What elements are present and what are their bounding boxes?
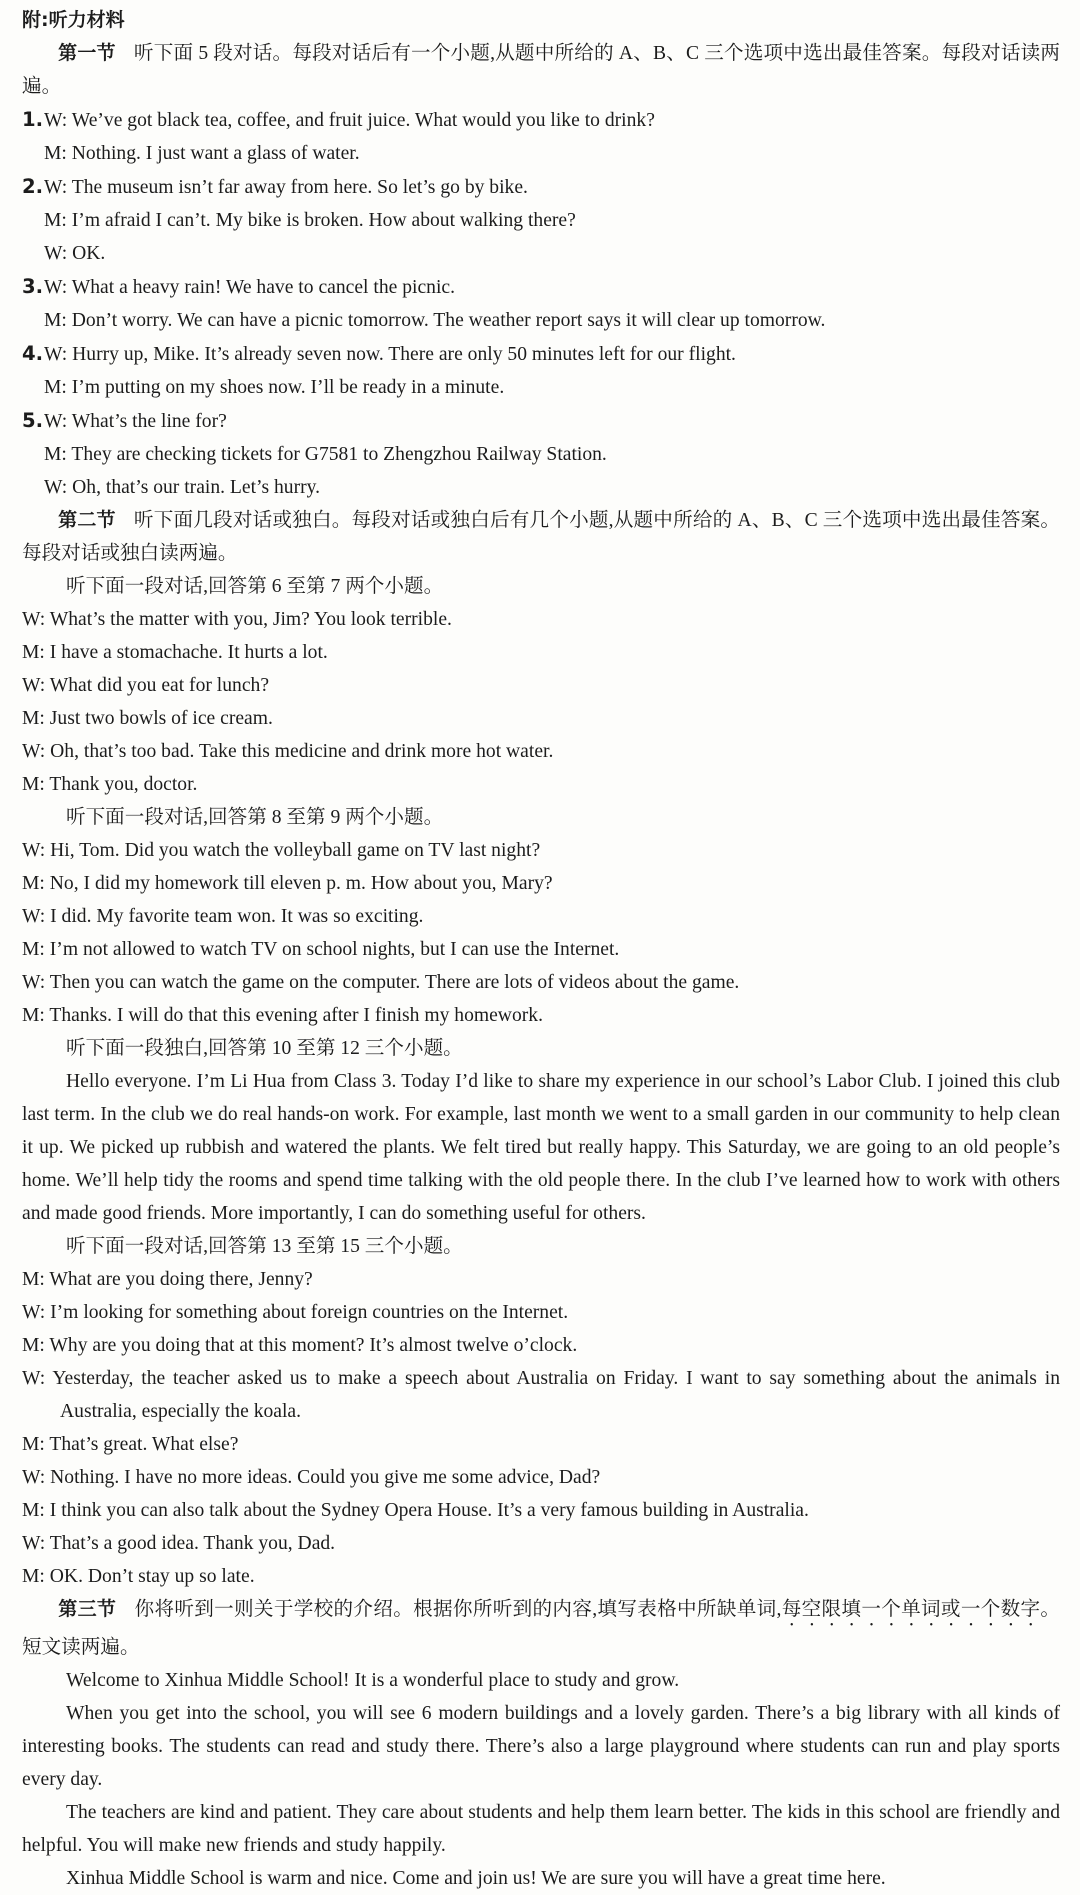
utterance: What’s the matter with you, Jim? You look terrible.: [49, 609, 452, 630]
speaker: W:: [44, 277, 68, 298]
speaker: W:: [44, 177, 68, 198]
utterance: Oh, that’s our train. Let’s hurry.: [72, 477, 321, 498]
speaker: W:: [22, 609, 46, 630]
utterance: I’m looking for something about foreign countries on the Internet.: [50, 1302, 569, 1323]
speaker: W:: [44, 411, 68, 432]
speaker: W:: [22, 840, 46, 861]
question-number: 1.: [22, 108, 44, 131]
speaker: M:: [22, 939, 45, 960]
dialogue-line: [22, 603, 1060, 636]
utterance: I’m not allowed to watch TV on school nights, but I can use the Internet.: [49, 939, 620, 960]
dialogue-line: [22, 768, 1060, 801]
section3-instruction-block: [22, 1593, 1060, 1664]
speaker: M:: [44, 210, 67, 231]
speaker: M:: [22, 873, 45, 894]
part-a-intro: 听下面一段对话,回答第 6 至第 7 两个小题。: [66, 576, 444, 597]
utterance: The museum isn’t far away from here. So let’s go by bike.: [71, 177, 528, 198]
question-number: 4.: [22, 342, 44, 365]
dialogue-line: [22, 170, 1060, 204]
speaker: W:: [22, 675, 46, 696]
dialogue-line: [22, 371, 1060, 404]
speaker: M:: [22, 1335, 45, 1356]
utterance: I think you can also talk about the Sydney Opera House. It’s a very famous building in Australia.: [49, 1500, 809, 1521]
speaker: M:: [44, 444, 67, 465]
speaker: W:: [44, 477, 68, 498]
dialogue-line: [22, 1296, 1060, 1329]
section3-instruction-emphasis: 每空限填一个单词或一个数字: [781, 1599, 1041, 1620]
dialogue-line: [22, 933, 1060, 966]
part-c-intro: 听下面一段独白,回答第 10 至第 12 三个小题。: [66, 1038, 463, 1059]
utterance: I’m afraid I can’t. My bike is broken. How about walking there?: [71, 210, 576, 231]
question-number: 2.: [22, 175, 44, 198]
utterance: Hi, Tom. Did you watch the volleyball game on TV last night?: [50, 840, 541, 861]
dialogue-line: [22, 900, 1060, 933]
speaker: M:: [44, 377, 67, 398]
utterance: No, I did my homework till eleven p. m. How about you, Mary?: [49, 873, 553, 894]
section1-dialogues: [22, 103, 1060, 504]
utterance: They are checking tickets for G7581 to Zhengzhou Railway Station.: [71, 444, 607, 465]
dialogue-line: [22, 636, 1060, 669]
section1-instruction-block: [22, 37, 1060, 103]
section2-instruction: 听下面几段对话或独白。每段对话或独白后有几个小题,从题中所给的 A、B、C 三个选项中选出最佳答案。每段对话或独白读两遍。: [22, 510, 1060, 564]
question-number: 5.: [22, 409, 44, 432]
section3-instruction: 你将听到一则关于学校的介绍。根据你所听到的内容,填写表格中所缺单词,: [134, 1599, 782, 1620]
dialogue-line: [22, 999, 1060, 1032]
utterance: What did you eat for lunch?: [49, 675, 270, 696]
utterance: Hurry up, Mike. It’s already seven now. There are only 50 minutes left for our flight.: [72, 344, 736, 365]
passage-paragraph: Welcome to Xinhua Middle School! It is a wonderful place to study and grow.: [66, 1670, 680, 1691]
dialogue-line: [22, 669, 1060, 702]
utterance: That’s great. What else?: [49, 1434, 239, 1455]
dialogue-line: [22, 1494, 1060, 1527]
section1-title: 第一节: [58, 42, 116, 64]
dialogue-line: [22, 270, 1060, 304]
speaker: W:: [22, 1368, 46, 1389]
dialogue-line: [22, 304, 1060, 337]
passage-paragraph: When you get into the school, you will see 6 modern buildings and a lovely garden. There’s a big library with all kinds of interesting books. The students can read and study there. There’s also a large playground where students can run and play sports every day.: [22, 1703, 1060, 1790]
dialogue-line: [22, 834, 1060, 867]
speaker: W:: [44, 243, 68, 264]
utterance: OK. Don’t stay up so late.: [49, 1566, 255, 1587]
utterance: Nothing. I have no more ideas. Could you give me some advice, Dad?: [50, 1467, 601, 1488]
utterance: Oh, that’s too bad. Take this medicine and drink more hot water.: [50, 741, 554, 762]
speaker: W:: [22, 972, 46, 993]
speaker: M:: [22, 1434, 45, 1455]
speaker: M:: [44, 143, 67, 164]
section3-instruction-end: 。短文读两遍。: [22, 1599, 1061, 1658]
speaker: M:: [22, 1566, 45, 1587]
speaker: W:: [44, 344, 68, 365]
utterance: What’s the line for?: [71, 411, 227, 432]
utterance: Yesterday, the teacher asked us to make a speech about Australia on Friday. I want to say something about the animals in Australia, especially the koala.: [52, 1368, 1060, 1422]
dialogue-line: [22, 1263, 1060, 1296]
speaker: M:: [22, 642, 45, 663]
part-d-dialogue: [22, 1263, 1060, 1593]
part-b-intro: 听下面一段对话,回答第 8 至第 9 两个小题。: [66, 807, 444, 828]
speaker: W:: [22, 1467, 46, 1488]
speaker: W:: [22, 1533, 46, 1554]
part-c-monologue: Hello everyone. I’m Li Hua from Class 3. Today I’d like to share my experience in our school’s Labor Club. I joined this club last term. In the club we do real hands-on work. For example, last month we went to a small garden in our community to help clean it up. We picked up rubbish and watered the plants. We felt tired but really happy. This Saturday, we are going to an old people’s home. We’ll help tidy the rooms and spend time talking with the old people there. In the club I’ve learned how to work with others and made good friends. More importantly, I can do something useful for others.: [22, 1071, 1060, 1224]
speaker: M:: [22, 1005, 45, 1026]
speaker: M:: [22, 1269, 45, 1290]
dialogue-line: [22, 1428, 1060, 1461]
utterance: I did. My favorite team won. It was so exciting.: [50, 906, 424, 927]
utterance: Just two bowls of ice cream.: [49, 708, 273, 729]
part-b-dialogue: [22, 834, 1060, 1032]
utterance: Why are you doing that at this moment? It’s almost twelve o’clock.: [49, 1335, 578, 1356]
utterance: What are you doing there, Jenny?: [49, 1269, 313, 1290]
dialogue-line: [22, 103, 1060, 137]
dialogue-line: [22, 404, 1060, 438]
speaker: W:: [22, 741, 46, 762]
utterance: OK.: [72, 243, 106, 264]
dialogue-line: [22, 867, 1060, 900]
utterance: Thanks. I will do that this evening after I finish my homework.: [49, 1005, 543, 1026]
section2-instruction-block: [22, 504, 1060, 570]
dialogue-line: [22, 471, 1060, 504]
dialogue-line: [22, 735, 1060, 768]
utterance: I’m putting on my shoes now. I’ll be ready in a minute.: [71, 377, 505, 398]
passage-paragraph: Xinhua Middle School is warm and nice. Come and join us! We are sure you will have a great time here.: [66, 1868, 886, 1889]
speaker: W:: [44, 110, 68, 131]
section3-title: 第三节: [58, 1598, 117, 1620]
speaker: M:: [22, 1500, 45, 1521]
dialogue-line: [22, 237, 1060, 270]
dialogue-line: [22, 1527, 1060, 1560]
speaker: W:: [22, 1302, 46, 1323]
dialogue-line: [22, 1329, 1060, 1362]
speaker: W:: [22, 906, 46, 927]
utterance: Don’t worry. We can have a picnic tomorrow. The weather report says it will clear up tomorrow.: [71, 310, 826, 331]
dialogue-line: [22, 204, 1060, 237]
utterance: What a heavy rain! We have to cancel the picnic.: [71, 277, 455, 298]
utterance: That’s a good idea. Thank you, Dad.: [49, 1533, 336, 1554]
question-number: 3.: [22, 275, 44, 298]
passage-paragraph: The teachers are kind and patient. They care about students and help them learn better. The kids in this school are friendly and helpful. You will make new friends and study happily.: [22, 1802, 1060, 1856]
section1-instruction: 听下面 5 段对话。每段对话后有一个小题,从题中所给的 A、B、C 三个选项中选出最佳答案。每段对话读两遍。: [22, 43, 1060, 97]
speaker: M:: [22, 708, 45, 729]
part-d-intro: 听下面一段对话,回答第 13 至第 15 三个小题。: [66, 1236, 463, 1257]
dialogue-line: [22, 1560, 1060, 1593]
part-a-dialogue: [22, 603, 1060, 801]
utterance: Then you can watch the game on the computer. There are lots of videos about the game.: [49, 972, 740, 993]
section2-title: 第二节: [58, 509, 116, 531]
utterance: Nothing. I just want a glass of water.: [71, 143, 360, 164]
dialogue-line: [22, 337, 1060, 371]
dialogue-line: [22, 1461, 1060, 1494]
dialogue-line: [22, 1362, 1060, 1428]
dialogue-line: [22, 137, 1060, 170]
speaker: M:: [22, 774, 45, 795]
page-heading: 附:听力材料: [22, 9, 125, 31]
dialogue-line: [22, 438, 1060, 471]
utterance: Thank you, doctor.: [49, 774, 198, 795]
utterance: We’ve got black tea, coffee, and fruit juice. What would you like to drink?: [71, 110, 655, 131]
speaker: M:: [44, 310, 67, 331]
dialogue-line: [22, 966, 1060, 999]
dialogue-line: [22, 702, 1060, 735]
section3-passage: [22, 1664, 1060, 1895]
utterance: I have a stomachache. It hurts a lot.: [49, 642, 328, 663]
